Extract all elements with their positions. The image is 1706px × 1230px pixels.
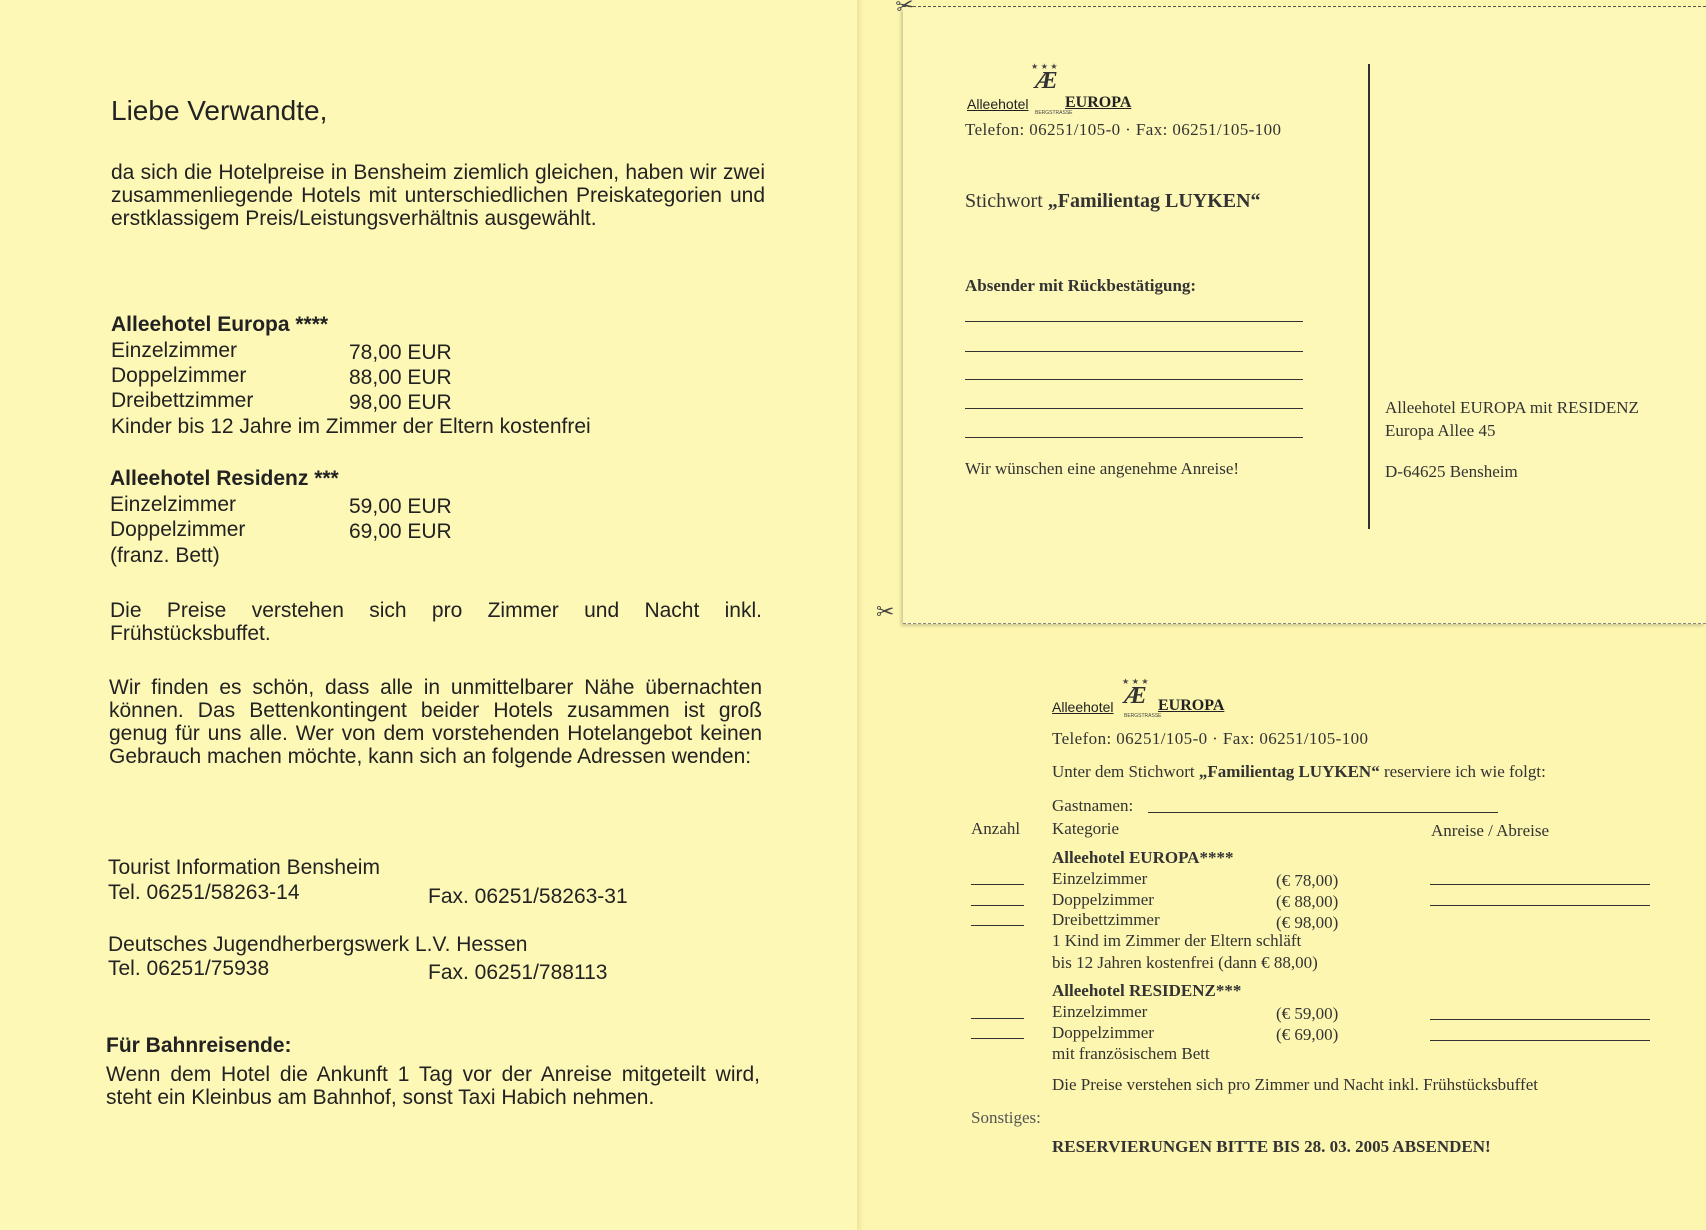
hotel1-room-price: 88,00 EUR <box>349 366 452 389</box>
cut-line-top <box>903 6 1706 7</box>
hotel1-name: Alleehotel Europa **** <box>111 313 329 336</box>
card-phone: Telefon: 06251/105-0 · Fax: 06251/105-100 <box>965 120 1282 139</box>
misc-label: Sonstiges: <box>971 1108 1041 1127</box>
col-category: Kategorie <box>1052 819 1120 838</box>
contact2-fax: Fax. 06251/788113 <box>428 961 608 984</box>
child-note: 1 Kind im Zimmer der Eltern schläft <box>1052 931 1302 950</box>
sender-line[interactable] <box>965 437 1303 438</box>
proximity-paragraph: Wir finden es schön, dass alle in unmittelbarer Nähe übernachten können. Das Bettenkontingent beider Hotels zusammen ist groß genug für uns alle. Wer von dem vorstehenden Hotelangebot keinen Gebrauch machen möchte, kann sich an folgende Adressen wenden: <box>109 676 762 768</box>
reserve-sentence <box>1052 762 1546 782</box>
reply-card <box>903 8 1706 624</box>
contact2-tel: Tel. 06251/75938 <box>108 957 270 980</box>
guest-label: Gastnamen: <box>1052 796 1134 815</box>
card-divider <box>1368 64 1370 529</box>
hotel2-room-type: Doppelzimmer <box>110 518 246 541</box>
sender-label: Absender mit Rückbestätigung: <box>965 276 1197 295</box>
bed-note: mit französischem Bett <box>1052 1044 1210 1063</box>
card-keyword-label: Stichwort <box>965 190 1048 212</box>
count-line[interactable] <box>971 905 1024 906</box>
reserve-pre: Unter dem Stichwort <box>1052 762 1199 781</box>
reserve-post: reserviere ich wie folgt: <box>1379 762 1546 781</box>
address-city: D-64625 Bensheim <box>1385 462 1518 481</box>
form-room-type: Dreibettzimmer <box>1052 910 1160 929</box>
rail-heading: Für Bahnreisende: <box>106 1034 292 1057</box>
logo-stars: ★ ★ ★ <box>1122 677 1149 686</box>
card-keyword <box>965 190 1261 213</box>
scissors-icon: ✂ <box>876 600 895 625</box>
form-room-price: (€ 59,00) <box>1276 1004 1339 1023</box>
logo-prefix: Alleehotel <box>1052 699 1114 715</box>
form-prices-note: Die Preise verstehen sich pro Zimmer und Nacht inkl. Frühstücksbuffet <box>1052 1075 1538 1094</box>
logo-stars: ★ ★ ★ <box>1031 62 1058 71</box>
form-room-type: Einzelzimmer <box>1052 869 1148 888</box>
sender-line[interactable] <box>965 351 1303 352</box>
count-line[interactable] <box>971 884 1024 885</box>
dates-line[interactable] <box>1430 884 1650 885</box>
hotel2-name: Alleehotel Residenz *** <box>110 467 339 490</box>
address-street: Europa Allee 45 <box>1385 421 1496 440</box>
col-count: Anzahl <box>971 819 1021 838</box>
dates-line[interactable] <box>1430 1019 1650 1020</box>
form-phone: Telefon: 06251/105-0 · Fax: 06251/105-100 <box>1052 729 1369 748</box>
prices-note: Die Preise verstehen sich pro Zimmer und Nacht inkl. Frühstücksbuffet. <box>110 599 762 645</box>
hotel-logo <box>965 62 1155 118</box>
col-dates: Anreise / Abreise <box>1431 821 1550 840</box>
logo-mark: Æ <box>1124 683 1147 709</box>
hotel1-note: Kinder bis 12 Jahre im Zimmer der Eltern kostenfrei <box>111 415 591 438</box>
farewell: Wir wünschen eine angenehme Anreise! <box>965 459 1240 478</box>
hotel1-room-type: Dreibettzimmer <box>111 389 254 412</box>
logo-sub: BERGSTRASSE <box>1035 110 1073 116</box>
count-line[interactable] <box>971 925 1024 926</box>
page-fold <box>857 0 867 1230</box>
form-room-price: (€ 98,00) <box>1276 913 1339 932</box>
hotel2-note: (franz. Bett) <box>110 544 220 567</box>
hotel2-room-type: Einzelzimmer <box>110 493 237 516</box>
logo-name: EUROPA <box>1158 697 1225 714</box>
contact1-tel: Tel. 06251/58263-14 <box>108 881 300 904</box>
guest-line[interactable] <box>1148 812 1498 813</box>
count-line[interactable] <box>971 1038 1024 1039</box>
hotel1-room-type: Einzelzimmer <box>111 339 238 362</box>
form-room-type: Einzelzimmer <box>1052 1002 1148 1021</box>
hotel1-room-price: 98,00 EUR <box>349 391 452 414</box>
contact2-name: Deutsches Jugendherbergswerk L.V. Hessen <box>108 933 528 956</box>
form-hotel2-name: Alleehotel RESIDENZ*** <box>1052 981 1242 1000</box>
card-keyword-value: „Familientag LUYKEN“ <box>1047 190 1261 212</box>
hotel1-room-price: 78,00 EUR <box>349 341 452 364</box>
logo-sub: BERGSTRASSE <box>1124 713 1162 719</box>
sender-line[interactable] <box>965 321 1303 322</box>
intro-paragraph: da sich die Hotelpreise in Bensheim ziemlich gleichen, haben wir zwei zusammenliegende Hotels mit unterschiedlichen Preiskategorien und erstklassigem Preis/Leistungsverhältnis ausgewählt. <box>111 161 765 230</box>
form-room-type: Doppelzimmer <box>1052 890 1154 909</box>
sender-line[interactable] <box>965 379 1303 380</box>
hotel1-room-type: Doppelzimmer <box>111 364 247 387</box>
logo-name: EUROPA <box>1065 94 1132 111</box>
addressee: Alleehotel EUROPA mit RESIDENZ <box>1385 398 1639 417</box>
form-room-price: (€ 78,00) <box>1276 871 1339 890</box>
deadline: RESERVIERUNGEN BITTE BIS 28. 03. 2005 ABSENDEN! <box>1052 1137 1491 1156</box>
form-room-price: (€ 69,00) <box>1276 1025 1339 1044</box>
reserve-keyword: „Familientag LUYKEN“ <box>1198 762 1380 781</box>
hotel-logo <box>1052 677 1242 733</box>
sender-line[interactable] <box>965 408 1303 409</box>
rail-text: Wenn dem Hotel die Ankunft 1 Tag vor der Anreise mitgeteilt wird, steht ein Kleinbus am Bahnhof, sonst Taxi Habich nehmen. <box>106 1063 760 1109</box>
dates-line[interactable] <box>1430 905 1650 906</box>
logo-mark: Æ <box>1035 68 1058 94</box>
dates-line[interactable] <box>1430 1040 1650 1041</box>
child-note: bis 12 Jahren kostenfrei (dann € 88,00) <box>1052 953 1318 972</box>
logo-prefix: Alleehotel <box>967 96 1029 112</box>
contact1-name: Tourist Information Bensheim <box>108 856 380 879</box>
form-room-type: Doppelzimmer <box>1052 1023 1154 1042</box>
cut-line-middle <box>903 623 1706 624</box>
hotel2-room-price: 69,00 EUR <box>349 520 452 543</box>
greeting: Liebe Verwandte, <box>111 95 328 126</box>
count-line[interactable] <box>971 1018 1024 1019</box>
hotel2-room-price: 59,00 EUR <box>349 495 452 518</box>
form-hotel1-name: Alleehotel EUROPA**** <box>1052 848 1234 867</box>
contact1-fax: Fax. 06251/58263-31 <box>428 885 628 908</box>
form-room-price: (€ 88,00) <box>1276 892 1339 911</box>
